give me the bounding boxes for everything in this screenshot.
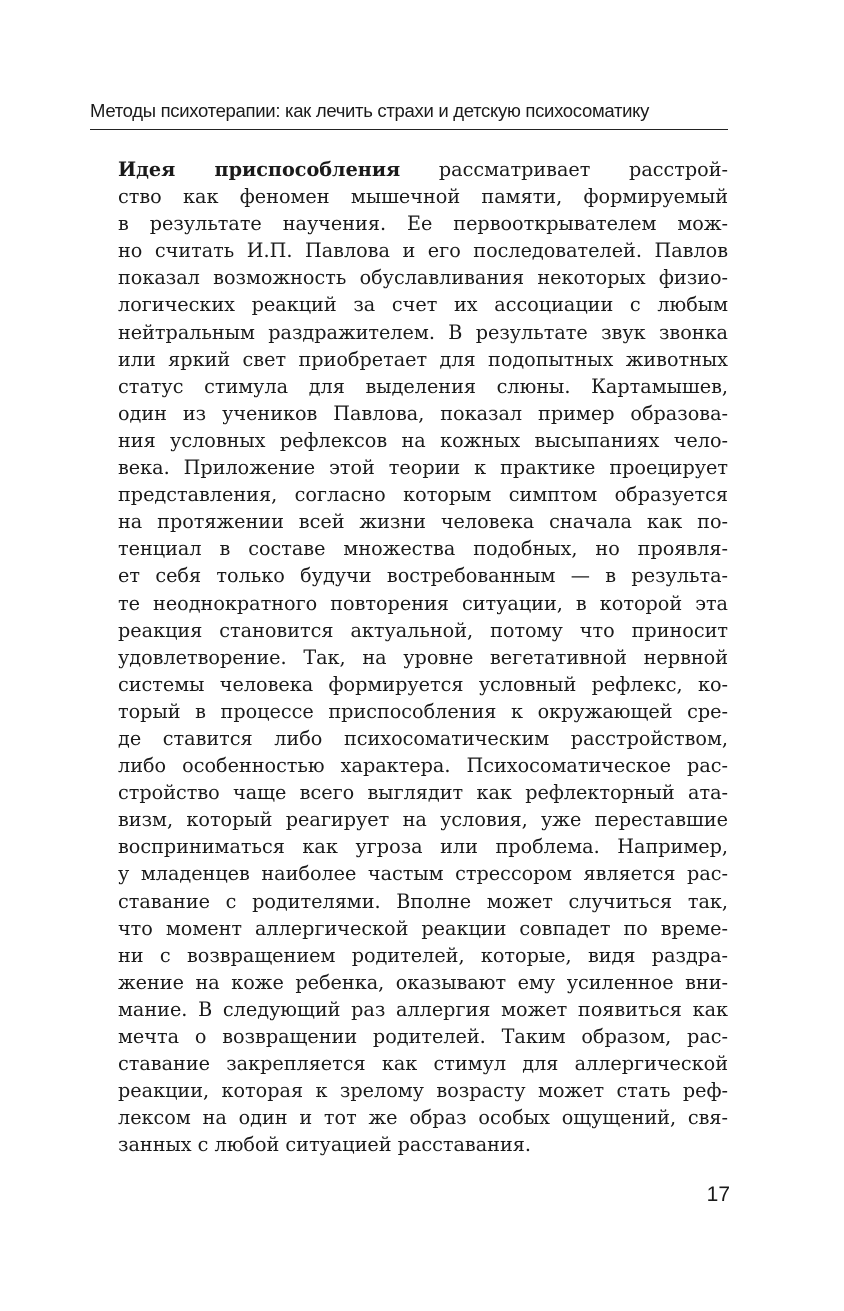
- text-line: системы человека формируется условный рефлекс, ко-: [118, 672, 728, 696]
- text-line: что момент аллергической реакции совпадет по време-: [118, 916, 728, 940]
- header-rule: [90, 129, 728, 130]
- text-line: представления, согласно которым симптом образуется: [118, 483, 728, 507]
- text-line: реакции, которая к зрелому возрасту может стать реф-: [118, 1079, 728, 1103]
- text-line: ни с возвращением родителей, которые, видя раздра-: [118, 943, 728, 967]
- page-number: 17: [706, 1183, 730, 1206]
- text-line: века. Приложение этой теории к практике проецирует: [118, 456, 728, 480]
- text-line: де ставится либо психосоматическим расстройством,: [118, 726, 728, 750]
- text-line-rest: рассматривает расстрой-: [400, 158, 728, 181]
- text-line: ство как феномен мышечной памяти, формируемый: [118, 185, 728, 209]
- text-line: визм, который реагирует на условия, уже переставшие: [118, 808, 728, 832]
- text-line: жение на коже ребенка, оказывают ему усиленное вни-: [118, 970, 728, 994]
- lead-term: Идея приспособления: [118, 158, 401, 181]
- text-line: у младенцев наиболее частым стрессором является рас-: [118, 862, 728, 886]
- text-line: реакция становится актуальной, потому что приносит: [118, 618, 728, 642]
- text-line: ния условных рефлексов на кожных высыпаниях чело-: [118, 428, 728, 452]
- text-line: показал возможность обуславливания некоторых физио-: [118, 266, 728, 290]
- text-line: в результате научения. Ее первооткрывателем мож-: [118, 212, 728, 236]
- text-line: занных с любой ситуацией расставания.: [118, 1133, 531, 1157]
- text-line: стройство чаще всего выглядит как рефлекторный ата-: [118, 781, 728, 805]
- text-line: мание. В следующий раз аллергия может появиться как: [118, 997, 728, 1021]
- text-line: те неоднократного повторения ситуации, в которой эта: [118, 591, 728, 615]
- text-line: мечта о возвращении родителей. Таким образом, рас-: [118, 1025, 728, 1048]
- text-line: тенциал в составе множества подобных, но проявля-: [118, 537, 728, 561]
- running-header: Методы психотерапии: как лечить страхи и детскую психосоматику: [90, 100, 650, 121]
- text-line: лексом на один и тот же образ особых ощущений, свя-: [118, 1106, 728, 1130]
- text-line: или яркий свет приобретает для подопытных животных: [118, 347, 728, 371]
- text-line: нейтральным раздражителем. В результате звук звонка: [118, 320, 728, 344]
- text-line: но считать И.П. Павлова и его последователей. Павлов: [118, 239, 728, 263]
- text-line: либо особенностью характера. Психосоматическое рас-: [118, 754, 728, 778]
- text-line: торый в процессе приспособления к окружающей сре-: [118, 699, 728, 723]
- text-line: один из учеников Павлова, показал пример образова-: [118, 401, 728, 425]
- text-line: ет себя только будучи востребованным — в результа-: [118, 564, 728, 588]
- text-line: на протяжении всей жизни человека сначала как по-: [118, 510, 728, 534]
- text-line: восприниматься как угроза или проблема. Например,: [118, 835, 728, 859]
- body-paragraph: [118, 156, 728, 1158]
- text-line: ставание закрепляется как стимул для аллергической: [118, 1052, 728, 1076]
- text-line: [118, 156, 728, 183]
- text-line: ставание с родителями. Вполне может случиться так,: [118, 889, 728, 913]
- text-line: логических реакций за счет их ассоциации с любым: [118, 293, 728, 317]
- text-line: удовлетворение. Так, на уровне вегетативной нервной: [118, 645, 728, 669]
- text-line: статус стимула для выделения слюны. Картамышев,: [118, 374, 728, 398]
